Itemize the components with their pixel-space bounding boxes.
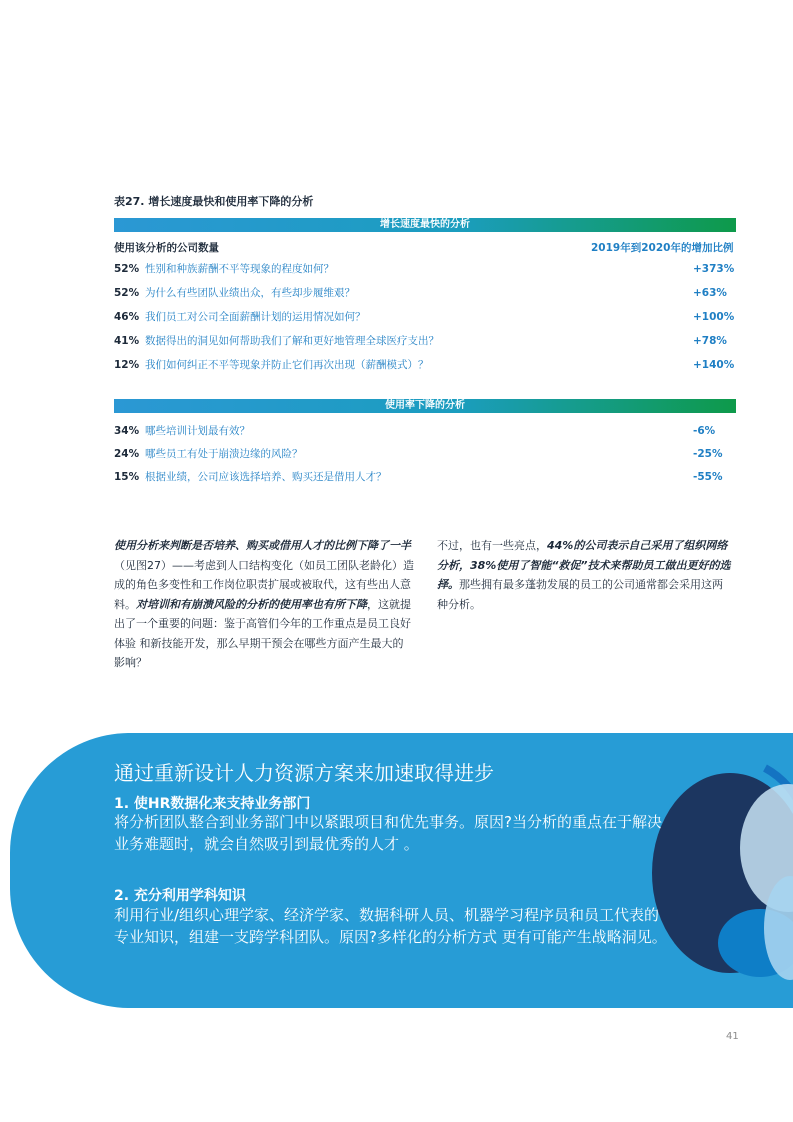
row-question: 性别和种族薪酬不平等现象的程度如何？ [145,263,334,275]
row-percent: 12% [114,359,140,371]
table-row [114,423,736,439]
row-percent: 34% [114,425,140,437]
row-question: 我们员工对公司全面薪酬计划的运用情况如何？ [145,311,366,323]
table-row [114,285,736,301]
left-paragraph [114,536,414,673]
row-change: +63% [693,287,727,299]
table-row [114,333,736,349]
table-row [114,469,736,485]
left-bold-2: 对培训和有崩溃风险的分析的使用率也有所下降 [136,597,367,611]
right-paragraph [437,536,732,614]
row-change: +373% [693,263,735,275]
increase-column-header: 2019年到2020年的增加比例 [591,242,734,254]
left-bold-1: 使用分析来判断是否培养、购买或借用人才的比例下降了一半 [114,539,411,552]
row-percent: 15% [114,471,140,483]
row-question: 为什么有些团队业绩出众，有些却步履维艰？ [145,287,355,299]
row-percent: 46% [114,311,140,323]
table-row [114,446,736,462]
row-question: 根据业绩，公司应该选择培养、购买还是借用人才？ [145,471,387,483]
right-text-2: 那些拥有最多蓬勃发展的员工的公司通常都会采用这两种分析。 [437,578,723,611]
right-bold-1: 44%的公司表示自己采用了组织网络分析，38%使用了智能“救促”技术来帮助员工做出更好的选择。 [437,539,731,591]
row-change: -6% [693,425,716,437]
table-row [114,357,736,373]
banner-item-2-text: 利用行业/组织心理学家、经济学家、数据科研人员、机器学习程序员和员工代表的专业知识，组建一支跨学科团队。原因?多样化的分析方式 更有可能产生战略洞见。 [114,906,667,946]
banner-item-2-heading: 2. 充分利用学科知识 [114,888,246,904]
table-row [114,309,736,325]
row-percent: 52% [114,263,140,275]
recommendations-banner [10,733,793,1008]
companies-column-header: 使用该分析的公司数量 [114,242,219,254]
banner-item-1-heading: 1. 使HR数据化来支持业务部门 [114,796,311,812]
row-question: 哪些员工有处于崩溃边缘的风险？ [145,448,303,460]
page-number: 41 [726,1031,739,1042]
row-change: -25% [693,448,723,460]
right-text-1: 不过，也有一些亮点， [437,539,547,552]
left-text-2: ，这就提出了一个重要的问题：鉴于高管们今年的工作重点是员工良好体验 和新技能开发，那么早期干预会在哪些方面产生最大的影响？ [114,597,411,669]
row-change: -55% [693,471,723,483]
row-question: 我们如何纠正不平等现象并防止它们再次出现（薪酬模式）？ [145,359,429,371]
row-percent: 24% [114,448,140,460]
banner-title: 通过重新设计人力资源方案来加速取得进步 [114,761,494,785]
row-question: 哪些培训计划最有效？ [145,425,250,437]
left-text-1: （见图27）——考虑到人口结构变化（如员工团队老龄化）造成的角色多变性和工作岗位职责扩展或被取代，这有些出人意料。 [114,558,414,611]
decorative-shapes-icon [640,753,793,1008]
banner-item-1-text: 将分析团队整合到业务部门中以紧跟项目和优先事务。原因?当分析的重点在于解决业务难题时，就会自然吸引到最优秀的人才 。 [114,813,662,853]
row-question: 数据得出的洞见如何帮助我们了解和更好地管理全球医疗支出？ [145,335,439,347]
row-percent: 52% [114,287,140,299]
row-change: +140% [693,359,735,371]
declining-usage-bar: 使用率下降的分析 [114,399,736,413]
row-change: +100% [693,311,735,323]
table-caption: 表27. 增长速度最快和使用率下降的分析 [114,195,314,208]
row-percent: 41% [114,335,140,347]
row-change: +78% [693,335,727,347]
fastest-growth-bar: 增长速度最快的分析 [114,218,736,232]
table-row [114,261,736,277]
